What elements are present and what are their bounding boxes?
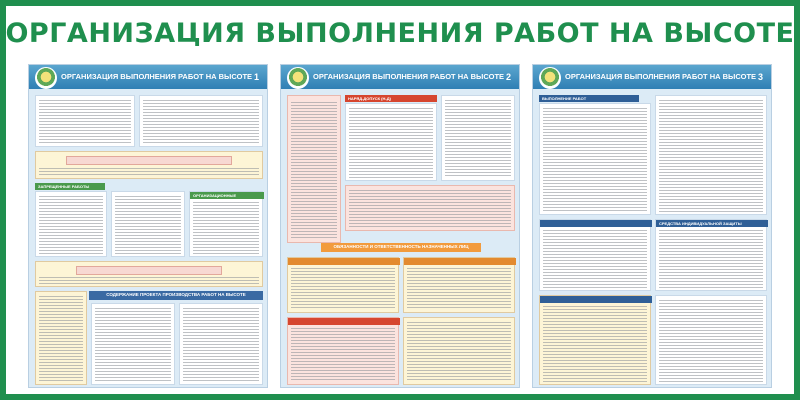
text-block: [139, 95, 263, 147]
section-tag: [288, 318, 400, 325]
section-tag: [288, 258, 400, 265]
section-header: ОБЯЗАННОСТИ И ОТВЕТСТВЕННОСТЬ НАЗНАЧЕННЫХ ЛИЦ: [321, 243, 481, 252]
emblem-icon: [539, 67, 561, 89]
warning-banner: [76, 266, 222, 275]
warning-banner: [66, 156, 232, 165]
poster-title: ОРГАНИЗАЦИЯ ВЫПОЛНЕНИЯ РАБОТ НА ВЫСОТЕ: [313, 72, 505, 81]
poster-1: [28, 64, 268, 388]
text-block: [539, 219, 651, 291]
poster-2: [280, 64, 520, 388]
section-tag: ВЫПОЛНЕНИЕ РАБОТ: [539, 95, 639, 102]
text-block: [35, 291, 87, 385]
text-block: [655, 219, 767, 291]
text-block: [35, 261, 263, 287]
text-block: [287, 317, 399, 385]
text-block: [35, 191, 107, 257]
poster-number: 2: [505, 72, 511, 82]
text-block: [91, 303, 175, 385]
text-block: [345, 185, 515, 231]
text-block: [345, 103, 437, 181]
board-title: ОРГАНИЗАЦИЯ ВЫПОЛНЕНИЯ РАБОТ НА ВЫСОТЕ: [5, 18, 795, 49]
text-block: [179, 303, 263, 385]
section-tag: [540, 220, 652, 227]
poster-number: 3: [757, 72, 763, 82]
section-tag: СРЕДСТВА ИНДИВИДУАЛЬНОЙ ЗАЩИТЫ: [656, 220, 768, 227]
poster-3: [532, 64, 772, 388]
poster-number: 1: [253, 72, 259, 82]
section-tag: ОРГАНИЗАЦИОННЫЕ: [190, 192, 264, 199]
text-block: [189, 191, 263, 257]
poster-title: ОРГАНИЗАЦИЯ ВЫПОЛНЕНИЯ РАБОТ НА ВЫСОТЕ: [565, 72, 757, 81]
section-tag: ЗАПРЕЩЕННЫЕ РАБОТЫ: [35, 183, 105, 190]
text-block: [287, 95, 341, 243]
text-block: [655, 295, 767, 385]
section-tag: [404, 258, 516, 265]
text-block: [441, 95, 515, 181]
poster-header: [533, 65, 771, 89]
section-tag: НАРЯД-ДОПУСК (Н-Д): [345, 95, 437, 102]
emblem-icon: [35, 67, 57, 89]
text-block: [539, 295, 651, 385]
section-header: СОДЕРЖАНИЕ ПРОЕКТА ПРОИЗВОДСТВА РАБОТ НА ВЫСОТЕ: [89, 291, 263, 300]
section-tag: [540, 296, 652, 303]
text-block: [35, 151, 263, 179]
poster-title: ОРГАНИЗАЦИЯ ВЫПОЛНЕНИЯ РАБОТ НА ВЫСОТЕ: [61, 72, 253, 81]
text-block: [539, 103, 651, 215]
text-block: [403, 317, 515, 385]
text-block: [403, 257, 515, 313]
poster-header: [281, 65, 519, 89]
text-block: [111, 191, 185, 257]
text-block: [35, 95, 135, 147]
emblem-icon: [287, 67, 309, 89]
text-block: [655, 95, 767, 215]
poster-header: [29, 65, 267, 89]
text-block: [287, 257, 399, 313]
